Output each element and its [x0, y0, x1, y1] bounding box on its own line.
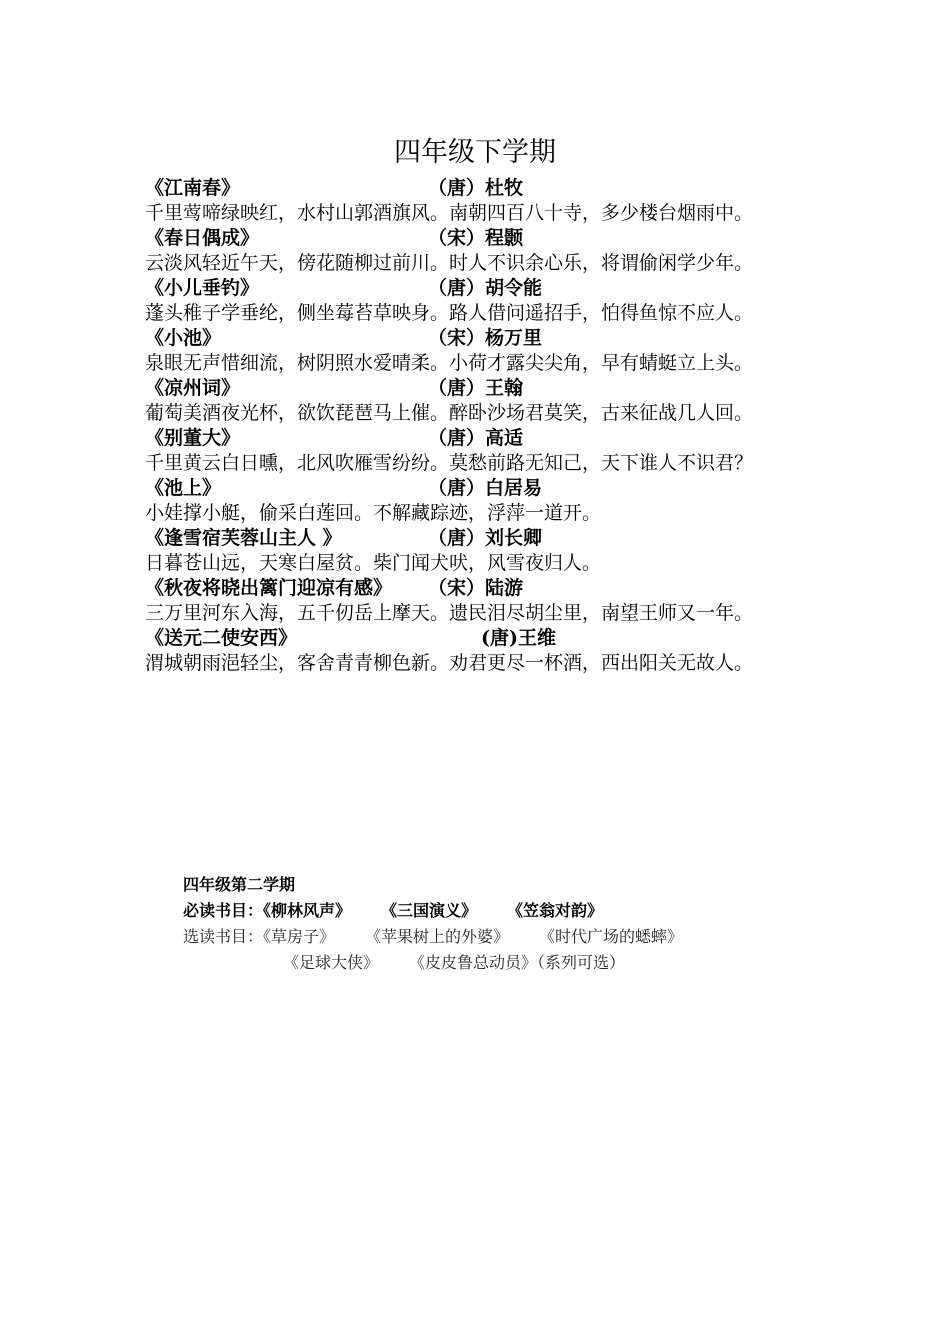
book-title: 《时代广场的蟋蟀》	[539, 927, 684, 946]
poem-text: 渭城朝雨浥轻尘，客舍青青柳色新。劝君更尽一杯酒，西出阳关无故人。	[145, 652, 754, 674]
poem-title: 《池上》	[145, 477, 222, 499]
poem-title: 《秋夜将晓出篱门迎凉有感》	[145, 577, 393, 599]
poem-title: 《凉州词》	[145, 377, 241, 399]
poem-title: 《小池》	[145, 327, 222, 349]
poem	[145, 476, 815, 526]
poem-author: （宋）陆游	[428, 577, 524, 599]
poem-author: （宋）杨万里	[428, 327, 543, 349]
poem	[145, 626, 815, 676]
book-title: 《三国演义》	[381, 901, 478, 920]
poem-author: （唐）白居易	[428, 477, 543, 499]
page-title: 四年级下学期	[394, 137, 556, 168]
poem-title: 《送元二使安西》	[145, 627, 298, 649]
poem-author: (唐)王维	[481, 627, 556, 649]
poem-author: （唐）杜牧	[428, 177, 524, 199]
book-title: 《苹果树上的外婆》	[365, 927, 510, 946]
required-books	[183, 898, 823, 924]
poem	[145, 276, 815, 326]
poem-list	[145, 176, 815, 676]
book-title: 《足球大侠》	[283, 953, 380, 972]
poem-title: 《江南春》	[145, 177, 241, 199]
poem	[145, 326, 815, 376]
poem-text: 千里莺啼绿映红，水村山郭酒旗风。南朝四百八十寺，多少楼台烟雨中。	[145, 202, 754, 224]
poem-author: （唐）刘长卿	[428, 527, 543, 549]
book-title: 《笠翁对韵》	[507, 901, 604, 920]
poem-text: 千里黄云白日曛，北风吹雁雪纷纷。莫愁前路无知己，天下谁人不识君？	[145, 452, 754, 474]
poem-text: 葡萄美酒夜光杯，欲饮琵琶马上催。醉卧沙场君莫笑，古来征战几人回。	[145, 402, 754, 424]
poem-text: 泉眼无声惜细流，树阴照水爱晴柔。小荷才露尖尖角，早有蜻蜓立上头。	[145, 352, 754, 374]
book-title: 《皮皮鲁总动员》（系列可选）	[409, 953, 626, 972]
optional-books-continued	[183, 950, 823, 976]
poem-author: （唐）高适	[428, 427, 524, 449]
semester-heading: 四年级第二学期	[183, 875, 296, 894]
poem-author: （唐）王翰	[428, 377, 524, 399]
poem-text: 云淡风轻近午天，傍花随柳过前川。时人不识余心乐，将谓偷闲学少年。	[145, 252, 754, 274]
poem-text: 小娃撑小艇，偷采白莲回。不解藏踪迹，浮萍一道开。	[145, 502, 602, 524]
poem	[145, 226, 815, 276]
poem	[145, 176, 815, 226]
poem-text: 日暮苍山远，天寒白屋贫。柴门闻犬吠，风雪夜归人。	[145, 552, 602, 574]
poem-title: 《春日偶成》	[145, 227, 260, 249]
poem-title: 《小儿垂钓》	[145, 277, 260, 299]
poem-author: （宋）程颢	[428, 227, 524, 249]
poem	[145, 576, 815, 626]
poem	[145, 526, 815, 576]
poem-title: 《逢雪宿芙蓉山主人 》	[145, 527, 342, 549]
optional-label: 选读书目：	[183, 927, 264, 946]
poem-text: 三万里河东入海，五千仞岳上摩天。遗民泪尽胡尘里，南望王师又一年。	[145, 602, 754, 624]
poem-text: 蓬头稚子学垂纶，侧坐莓苔草映身。路人借问遥招手，怕得鱼惊不应人。	[145, 302, 754, 324]
optional-books	[183, 924, 823, 950]
poem	[145, 376, 815, 426]
reading-list	[183, 872, 823, 976]
poem-author: （唐）胡令能	[428, 277, 543, 299]
poem	[145, 426, 815, 476]
book-title: 《草房子》	[263, 927, 336, 946]
poem-title: 《别董大》	[145, 427, 241, 449]
book-title: 《柳林风声》	[263, 901, 352, 920]
required-label: 必读书目：	[183, 901, 264, 920]
